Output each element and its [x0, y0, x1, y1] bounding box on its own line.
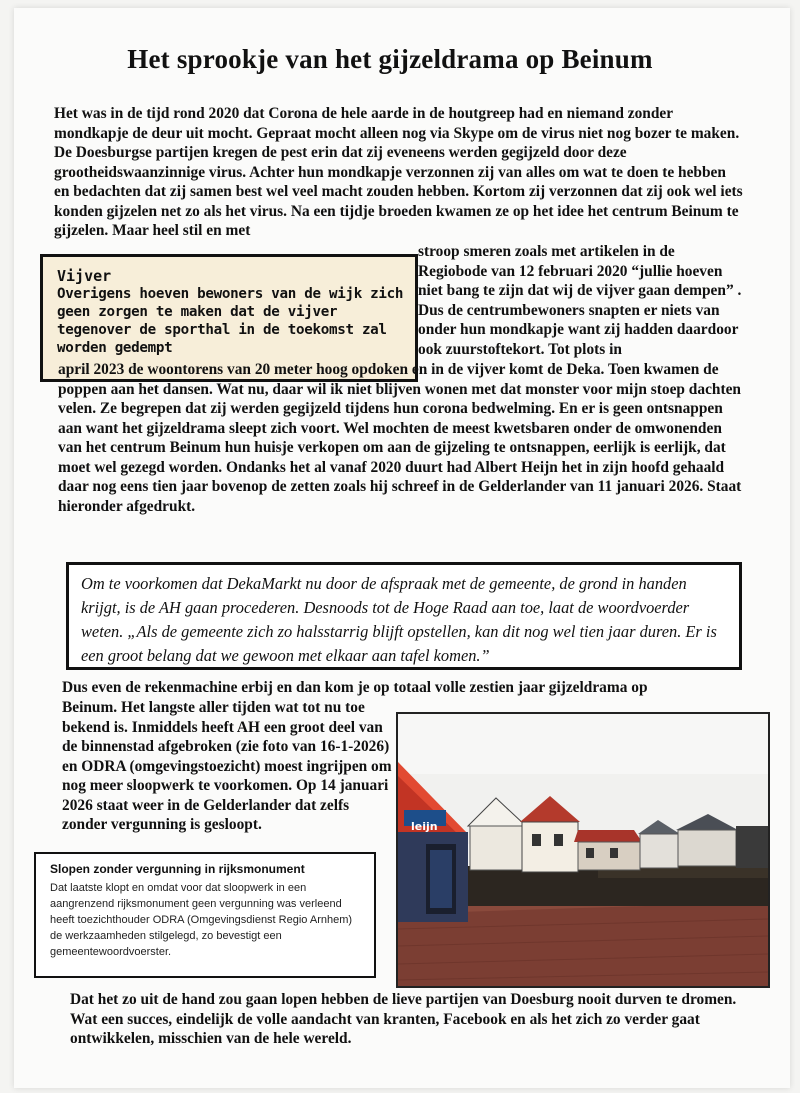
demolition-photo — [396, 712, 770, 988]
intro-paragraph: Het was in de tijd rond 2020 dat Corona de hele aarde in de houtgreep had en niemand zonder mondkapje de deur uit mocht. Gepraat mocht alleen nog via Skype om de virus niet nog bozer te maken. De Doesburgse partijen kregen de pest erin dat zij eveneens werden gegijzeld door deze grootheidswaanzinnige virus. Achter hun mondkapje verzonnen zij van alles om wat te doen te hebben en bedachten dat zij samen best wel veel macht zouden hebben. Kortom zij verzonnen dat zij ook wel iets konden gijzelen net zo als het virus. Na een tijdje broeden kwamen ze op het idee het centrum Beinum te gijzelen. Maar heel stil en met — [54, 105, 743, 239]
store-sign-text: leijn — [411, 820, 438, 833]
news-excerpt-text: Dat laatste klopt en omdat voor dat sloopwerk in een aangrenzend rijksmonument geen vergunning was verleend heeft toezichthouder ODRA (Omgevingsdienst Regio Arnhem) de werkzaamheden stilgelegd, zo bevestigt een gemeentewoordvoerster. — [50, 882, 353, 958]
after-quote-paragraph: Dus even de rekenmachine erbij en dan kom je op totaal volle zestien jaar gijzeldrama op — [62, 679, 648, 696]
news-excerpt-heading: Slopen zonder vergunning in rijksmonument — [50, 862, 305, 876]
news-excerpt-box — [34, 852, 376, 978]
side-paragraph: Beinum. Het langste aller tijden wat tot nu toe bekend is. Inmiddels heeft AH een groot deel van de binnenstad afgebroken (zie foto van 16-1-2026) en ODRA (omgevingstoezicht) moest ingrijpen om nog meer sloopwerk te voorkomen. Op 14 januari 2026 staat weer in de Gelderlander dat zelfs zonder vergunning is gesloopt. — [62, 699, 392, 833]
middle-paragraph: stroop smeren zoals met artikelen in de Regiobode van 12 februari 2020 “jullie hoeven niet bang te zijn dat wij de vijver gaan dempen” . Dus de centrumbewoners snapten er niets van onder hun mondkapje want zij hadden daardoor ook zuurstoftekort. Tot plots in — [418, 243, 742, 358]
article-title: Het sprookje van het gijzeldrama op Beinum — [127, 44, 653, 74]
continued-paragraph: april 2023 de woontorens van 20 meter hoog opdoken en in de vijver komt de Deka. Toen kwamen de poppen aan het dansen. Wat nu, daar wil ik niet blijven wonen met dat monster voor mijn stoep dachten velen. Ze begrepen dat zij werden gegijzeld tijdens hun corona bedwelming. En er is geen ontsnappen aan want het gijzeldrama sleept zich voort. Wel mochten de meest kwetsbaren onder de omwonenden van het centrum Beinum hun huisje verkopen om aan de gijzeling te ontsnappen, eerlijk is eerlijk, dat moet wel gezegd worden. Ondanks het al vanaf 2020 duurt had Albert Heijn het in zijn hoofd gehaald daar nog eens tien jaar bovenop de zetten zoals hij schreef in de Gelderlander van 11 januari 2026. Staat hieronder afgedrukt. — [58, 361, 742, 515]
quote-box — [66, 562, 742, 670]
clipping-heading: Vijver — [57, 267, 112, 285]
quote-text: Om te voorkomen dat DekaMarkt nu door de afspraak met de gemeente, de grond in handen krijgt, is de AH gaan procederen. Desnoods tot de Hoge Raad aan toe, laat de woordvoerder weten. „Als de gemeente zich zo halsstarrig blijft opstellen, kan dit nog wel tien jaar duren. Er is een groot belang dat we gewoon met elkaar aan tafel komen.” — [81, 574, 717, 665]
closing-paragraph: Dat het zo uit de hand zou gaan lopen hebben de lieve partijen van Doesburg nooit durven te dromen. Wat een succes, eindelijk de volle aandacht van kranten, Facebook en als het zich zo verder gaat ontwikkelen, misschien van de hele wereld. — [70, 991, 737, 1047]
clipping-text: Overigens hoeven bewoners van de wijk zich geen zorgen te maken dat de vijver tegenover de sporthal in de toekomst zal worden gedempt — [57, 286, 404, 356]
photo-illustration — [398, 714, 768, 986]
